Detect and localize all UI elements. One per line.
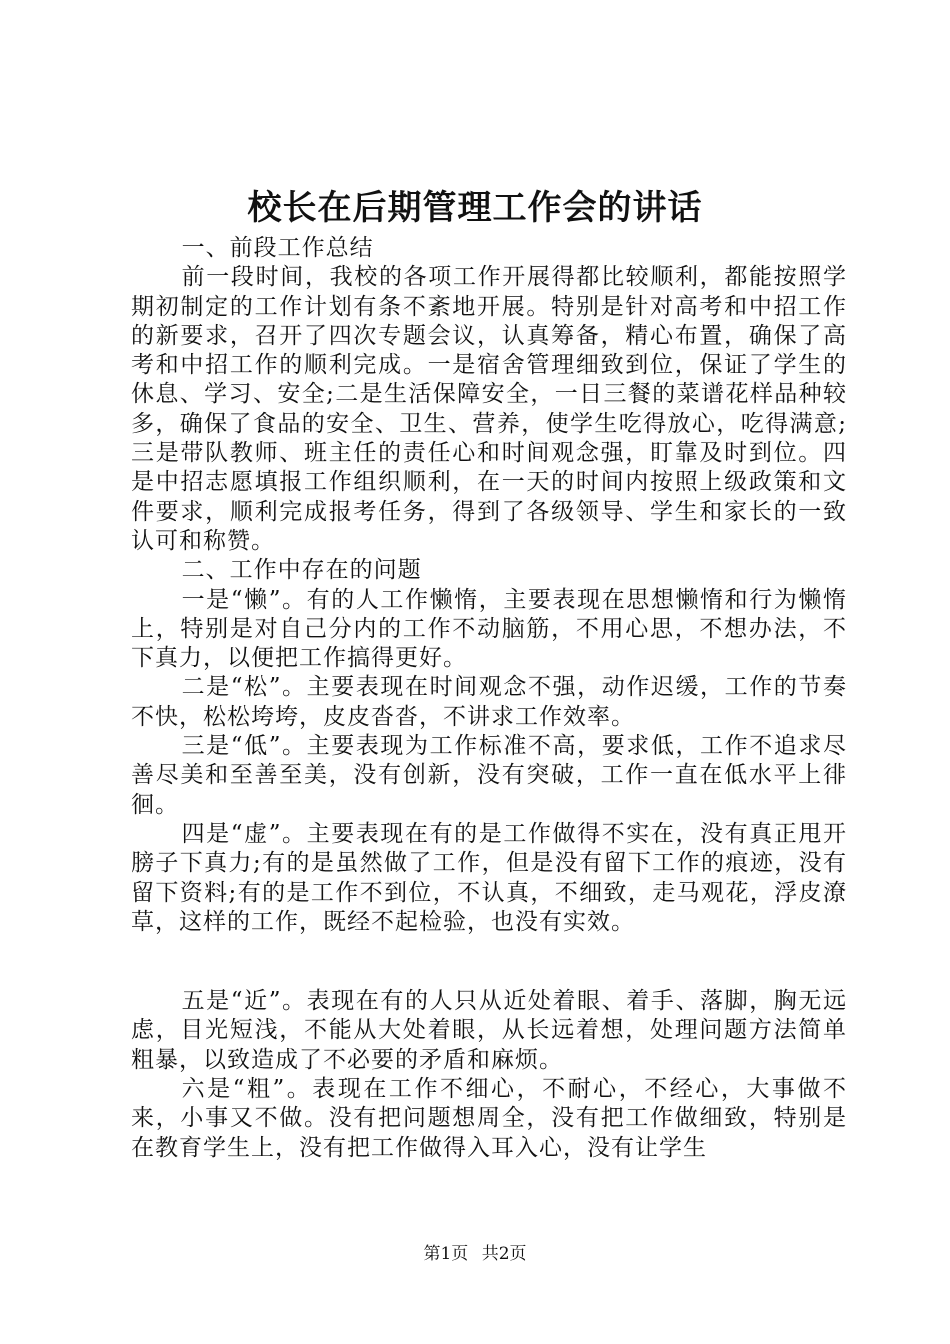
paragraph-problem-near: 五是“近”。表现在有的人只从近处着眼、着手、落脚，胸无远虑，目光短浅，不能从大处着眼，从长远着想，处理问题方法简单粗暴，以致造成了不必要的矛盾和麻烦。: [131, 988, 847, 1073]
paragraph-problem-loose: 二是“松”。主要表现在时间观念不强，动作迟缓，工作的节奏不快，松松垮垮，皮皮沓沓，不讲求工作效率。: [131, 674, 847, 730]
document-body: [131, 234, 847, 1163]
paragraph-problem-lazy: 一是“懒”。有的人工作懒惰，主要表现在思想懒惰和行为懒惰上，特别是对自己分内的工作不动脑筋，不用心思，不想办法，不下真力，以便把工作搞得更好。: [131, 586, 847, 672]
paragraph-summary: 前一段时间，我校的各项工作开展得都比较顺利，都能按照学期初制定的工作计划有条不紊地开展。特别是针对高考和中招工作的新要求，召开了四次专题会议，认真筹备，精心布置，确保了高考和中招工作的顺利完成。一是宿舍管理细致到位，保证了学生的休息、学习、安全;二是生活保障安全，一日三餐的菜谱花样品种较多，确保了食品的安全、卫生、营养，使学生吃得放心，吃得满意;三是带队教师、班主任的责任心和时间观念强，盯靠及时到位。四是中招志愿填报工作组织顺利，在一天的时间内按照上级政策和文件要求，顺利完成报考任务，得到了各级领导、学生和家长的一致认可和称赞。: [131, 264, 847, 554]
page-footer: [0, 1242, 950, 1266]
document-title: 校长在后期管理工作会的讲话: [247, 188, 703, 228]
section-heading-summary: 一、前段工作总结: [181, 235, 374, 261]
paragraph-problem-low: 三是“低”。主要表现为工作标准不高，要求低，工作不追求尽善尽美和至善至美，没有创新，没有突破，工作一直在低水平上徘徊。: [131, 733, 847, 818]
paragraph-problem-empty: 四是“虚”。主要表现在有的是工作做得不实在，没有真正甩开膀子下真力;有的是虽然做了工作，但是没有留下工作的痕迹，没有留下资料;有的是工作不到位，不认真，不细致，走马观花，浮皮潦草，这样的工作，既经不起检验，也没有实效。: [131, 820, 847, 935]
paragraph-problem-rough: 六是“粗”。表现在工作不细心，不耐心，不经心，大事做不来，小事又不做。没有把问题想周全，没有把工作做细致，特别是在教育学生上，没有把工作做得入耳入心，没有让学生: [131, 1076, 847, 1161]
section-heading-problems: 二、工作中存在的问题: [181, 557, 422, 584]
paragraph-gap: [131, 937, 847, 987]
page-number-total: 共2页: [481, 1244, 527, 1264]
page-number-current: 第1页: [423, 1244, 469, 1264]
